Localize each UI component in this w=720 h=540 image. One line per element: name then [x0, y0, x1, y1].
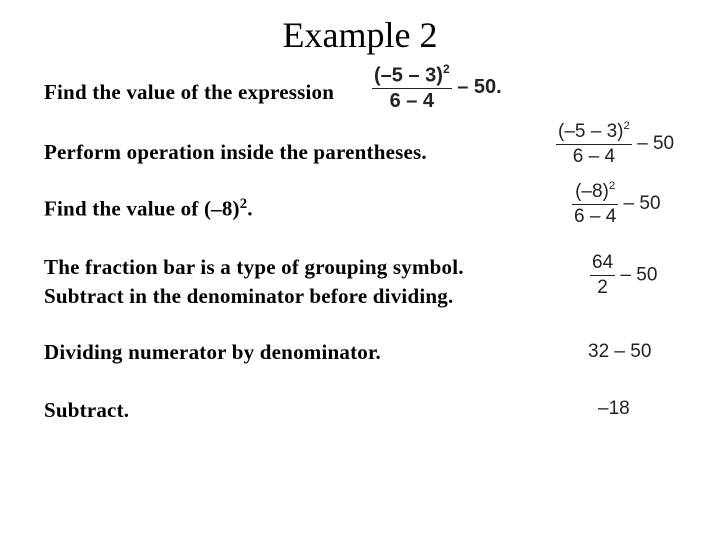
step-5-math: –18: [598, 398, 630, 419]
step-2-text-end: .: [247, 196, 253, 221]
step-1-math: [556, 120, 674, 168]
step-3-tail: – 50: [620, 264, 658, 286]
step-2-text-main: Find the value of (–8): [44, 196, 240, 221]
step-3-fraction: [590, 252, 615, 299]
step-2-tail: – 50: [623, 193, 661, 214]
step-1-numerator-text: (–5 – 3): [558, 120, 624, 142]
step-2-text-exponent: 2: [239, 196, 248, 212]
problem-numerator: [372, 62, 452, 88]
step-1-fraction: [556, 120, 632, 168]
step-2-numerator-text: (–8): [575, 180, 609, 202]
step-1-denominator: 6 – 4: [556, 144, 632, 168]
step-2-numerator: [572, 180, 618, 204]
step-3-line-2: Subtract in the denominator before dividing.: [44, 284, 454, 308]
step-2-math: [572, 180, 661, 228]
step-4-math: 32 – 50: [588, 341, 652, 362]
step-2-exponent: 2: [608, 180, 616, 192]
slide-title: Example 2: [282, 15, 438, 55]
step-5-text: Subtract.: [44, 398, 130, 422]
step-3-text: [44, 253, 464, 311]
step-4-text: Dividing numerator by denominator.: [44, 340, 382, 364]
step-3-math: [590, 252, 657, 299]
problem-exponent: 2: [442, 62, 450, 76]
problem-expression: [372, 62, 502, 113]
step-1-numerator: [556, 120, 632, 144]
problem-label: Find the value of the expression: [44, 80, 335, 104]
step-1-exponent: 2: [623, 120, 630, 132]
problem-tail: – 50: [457, 75, 497, 98]
problem-period: .: [496, 75, 502, 98]
step-1-text: Perform operation inside the parentheses.: [44, 140, 427, 164]
step-2-denominator: 6 – 4: [574, 205, 617, 227]
step-3-numerator: 64: [592, 252, 614, 273]
step-2-text: [44, 196, 253, 221]
problem-denominator: 6 – 4: [372, 88, 452, 113]
step-2-fraction: [572, 180, 618, 228]
problem-fraction: [372, 62, 452, 113]
step-1-tail: – 50: [637, 133, 675, 154]
step-3-line-1: The fraction bar is a type of grouping symbol.: [44, 255, 464, 279]
problem-numerator-text: (–5 – 3): [374, 64, 443, 87]
step-3-denominator: 2: [590, 275, 615, 299]
